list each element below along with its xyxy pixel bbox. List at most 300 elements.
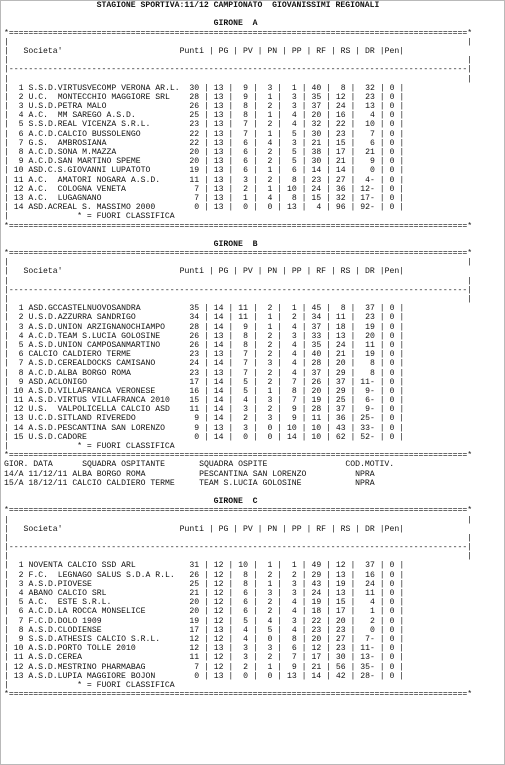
cell-pn: 0 (267, 203, 273, 213)
cell-pn: 1 (267, 129, 273, 139)
cell-dr: 4 (370, 111, 375, 121)
cell-pv: 6 (243, 607, 248, 617)
cell-pp: 13 (287, 203, 297, 213)
cell-pg: 12 (213, 634, 224, 644)
col-header-pn: PN (267, 267, 278, 277)
cell-pen: 0 (389, 432, 395, 442)
cell-rf: 20 (311, 634, 322, 644)
cell-club: ASD.ACREAL S. MASSIMO 2000 (28, 203, 156, 213)
cell-pv: 3 (243, 423, 248, 433)
cell-pen: 0 (389, 616, 395, 626)
fuori-classifica-note: * = FUORI CLASSIFICA (77, 680, 175, 690)
cell-pv: 9 (243, 83, 248, 93)
cell-pen: 0 (389, 423, 395, 433)
cell-pos: 2 (18, 570, 24, 580)
table-row: | 5 S.S.D.REAL VICENZA S.R.L. 23 | 13 | 7 | 2 | 4 | 32 | 22 | 10 | 0 | (4, 120, 405, 130)
cell-pn: 3 (267, 83, 273, 93)
cell-pos: 14 (13, 203, 24, 213)
col-header-rs: RS (340, 267, 351, 277)
cell-pg: 12 (213, 570, 224, 580)
cell-pv: 2 (243, 414, 248, 424)
cell-pos: 5 (18, 340, 24, 350)
group-title (4, 240, 501, 249)
col-header-pv: PV (243, 524, 253, 534)
header-rule: |----------------------------------------------------------------------------------------------| (4, 543, 473, 553)
cell-pg: 13 (213, 368, 224, 378)
cell-rf: 17 (311, 653, 322, 663)
cell-rs: 20 (335, 359, 346, 369)
col-header-rf: RF (316, 524, 326, 534)
cell-pn: 1 (267, 184, 273, 194)
cell-rf: 14 (311, 166, 322, 176)
page-title (4, 1, 501, 10)
cell-pv: 6 (243, 138, 248, 148)
cell-rs: 23 (335, 129, 346, 139)
cell-pg: 12 (213, 662, 224, 672)
cell-pen: 0 (389, 644, 395, 654)
cell-rs: 37 (335, 377, 346, 387)
table-row: | 12 A.C. COLOGNA VENETA 7 | 13 | 2 | 1 | 10 | 24 | 36 | 12- | 0 | (4, 184, 405, 194)
cell-pen: 0 (389, 102, 395, 112)
cell-pg: 13 (213, 423, 224, 433)
cell-club: U.S.D.PETRA MALO (28, 102, 107, 112)
header-spacer: | | (4, 276, 473, 286)
cell-club: A.S.D.CEREALDOCKS CAMISANO (28, 359, 156, 369)
col-header-rs: RS (340, 524, 351, 534)
cell-pen: 0 (389, 120, 395, 130)
cell-club: A.S.D.CEREA (28, 653, 83, 663)
cell-club: A.S.D.PESCANTINA SAN LORENZO (28, 423, 165, 433)
cell-dr: 8 (370, 368, 375, 378)
cell-pos: 9 (18, 377, 24, 387)
table-row: | 1 S.S.D.VIRTUSVECOMP VERONA AR.L. 30 | 13 | 9 | 3 | 1 | 40 | 8 | 32 | 0 | (4, 83, 405, 93)
table-row: | 2 U.C. MONTECCHIO MAGGIORE SRL 28 | 13 | 9 | 1 | 3 | 35 | 12 | 23 | 0 | (4, 92, 405, 102)
spacer (4, 699, 501, 708)
cell-dr: 8 (370, 359, 375, 369)
cell-pp: 4 (291, 111, 297, 121)
cell-pv: 8 (243, 102, 248, 112)
cell-pp: 4 (291, 625, 297, 635)
cell-pen: 0 (389, 405, 395, 415)
cell-rs: 20 (335, 616, 346, 626)
table-row: | 1 NOVENTA CALCIO SSD ARL 31 | 12 | 10 | 1 | 1 | 49 | 12 | 37 | 0 | (4, 561, 405, 571)
cell-rs: 13 (335, 331, 346, 341)
postponed-row (4, 470, 501, 479)
cell-rs: 29 (335, 386, 346, 396)
cell-pn: 2 (267, 405, 273, 415)
cell-club: A.S.D.PORTO TOLLE 2010 (28, 644, 136, 654)
cell-dr: 4 (370, 598, 375, 608)
cell-rs: 17 (335, 148, 346, 157)
cell-rf: 11 (311, 414, 322, 424)
cell-pp: 8 (291, 193, 297, 203)
table-row: | 13 A.C. LUGAGNANO 7 | 13 | 1 | 4 | 8 | 15 | 32 | 17- | 0 | (4, 193, 405, 203)
cell-rs: 62 (335, 432, 346, 442)
cell-punti: 15 (189, 396, 200, 406)
table-row: | 9 ASD.ACLONIGO 17 | 14 | 5 | 2 | 7 | 26 | 37 | 11- | 0 | (4, 377, 405, 387)
cell-pg: 12 (213, 589, 224, 598)
cell-pn: 4 (267, 616, 273, 626)
cell-pen: 0 (389, 607, 395, 617)
col-header-pp: PP (291, 267, 302, 277)
cell-pg: 13 (213, 331, 224, 341)
cell-pos: 1 (18, 561, 24, 571)
cell-pp: 1 (291, 561, 297, 571)
cell-rf: 28 (311, 359, 322, 369)
table-row: | 8 A.C.D.SONA M.MAZZA 20 | 13 | 6 | 2 | 5 | 38 | 17 | 21 | 0 | (4, 148, 405, 157)
cell-pv: 7 (243, 350, 248, 360)
cell-pos: 11 (13, 396, 24, 406)
cell-pen: 0 (389, 368, 395, 378)
cell-punti: 28 (189, 322, 200, 332)
cell-pos: 5 (18, 598, 24, 608)
cell-pen: 0 (389, 396, 395, 406)
cell-rf: 32 (311, 120, 322, 130)
cell-rf: 21 (311, 662, 322, 672)
table-top-rule: *==============================================================================================* (4, 506, 473, 516)
cell-pp: 7 (291, 653, 297, 663)
table-row: | 9 S.S.D.ATHESIS CALCIO S.R.L. 12 | 12 | 4 | 0 | 8 | 20 | 27 | 7- | 0 | (4, 634, 405, 644)
table-row: | 5 A.C. ESTE S.R.L. 20 | 12 | 6 | 2 | 4 | 19 | 15 | 4 | 0 | (4, 598, 405, 608)
pp-ospite: TEAM S.LUCIA GOLOSINE (199, 478, 302, 488)
cell-pg: 13 (213, 138, 224, 148)
cell-punti: 26 (189, 331, 200, 341)
cell-pn: 2 (267, 102, 273, 112)
cell-pn: 2 (267, 340, 273, 350)
fuori-classifica-note: * = FUORI CLASSIFICA (77, 442, 175, 451)
cell-pn: 1 (267, 322, 273, 332)
cell-pv: 10 (238, 561, 248, 571)
cell-rf: 12 (311, 644, 322, 654)
cell-club: A.C. MM SAREGO A.S.D. (28, 111, 136, 121)
cell-pg: 12 (213, 616, 224, 626)
cell-pen: 0 (389, 634, 395, 644)
cell-punti: 7 (194, 193, 200, 203)
header-rule: |----------------------------------------------------------------------------------------------| (4, 65, 473, 75)
cell-rf: 22 (311, 616, 322, 626)
cell-pos: 15 (13, 432, 24, 442)
cell-rs: 30 (335, 653, 346, 663)
cell-dr: 11 (365, 340, 375, 350)
col-header-rf: RF (316, 46, 326, 56)
cell-dr: 1 (370, 607, 375, 617)
table-row: | 7 G.S. AMBROSIANA 22 | 13 | 6 | 4 | 3 | 21 | 15 | 6 | 0 | (4, 138, 405, 148)
cell-dr: 11- (360, 377, 375, 387)
cell-pp: 14 (287, 432, 297, 442)
header-spacer: | | (4, 533, 473, 543)
cell-pp: 3 (291, 138, 297, 148)
cell-pp: 10 (287, 184, 297, 194)
col-header-societa: Societa' (23, 267, 63, 277)
cell-rf: 10 (311, 423, 322, 433)
cell-pos: 4 (18, 331, 24, 341)
cell-punti: 28 (189, 92, 200, 102)
cell-pv: 3 (243, 405, 248, 415)
pp-gior: 14/A (4, 469, 24, 479)
cell-rs: 37 (335, 405, 346, 415)
cell-pg: 13 (213, 203, 224, 213)
cell-pos: 7 (18, 616, 24, 626)
cell-pg: 14 (213, 313, 224, 323)
cell-pos: 10 (13, 644, 24, 654)
cell-pg: 13 (213, 148, 224, 157)
row-spacer: | | (4, 295, 473, 304)
cell-pos: 8 (18, 625, 24, 635)
cell-rs: 27 (335, 175, 346, 185)
cell-punti: 7 (194, 662, 200, 672)
cell-pos: 11 (13, 653, 24, 663)
table-top-rule: *==============================================================================================* (4, 28, 473, 38)
table-row: | 1 ASD.GCCASTELNUOVOSANDRA 35 | 14 | 11 | 2 | 1 | 45 | 8 | 37 | 0 | (4, 304, 405, 314)
cell-pg: 14 (213, 359, 224, 369)
cell-rf: 35 (311, 340, 322, 350)
cell-pn: 2 (267, 304, 273, 314)
cell-club: F.C.D.DOLO 1909 (28, 616, 102, 626)
cell-dr: 7 (370, 129, 375, 139)
cell-pos: 4 (18, 111, 24, 121)
cell-pg: 13 (213, 157, 224, 167)
cell-pg: 14 (213, 405, 224, 415)
cell-rf: 40 (311, 83, 322, 93)
cell-pen: 0 (389, 138, 395, 148)
cell-pg: 13 (213, 350, 224, 360)
cell-pos: 5 (18, 120, 24, 130)
footnote-line: | * = FUORI CLASSIFICA (4, 680, 175, 690)
cell-dr: 13 (365, 102, 375, 112)
cell-rf: 37 (311, 102, 322, 112)
cell-punti: 0 (194, 203, 200, 213)
cell-pos: 1 (18, 83, 24, 93)
cell-pn: 3 (267, 414, 273, 424)
cell-pg: 12 (213, 653, 224, 663)
cell-pv: 6 (243, 148, 248, 157)
cell-club: A.S.D.UNION CAMPOSANMARTINO (28, 340, 161, 350)
cell-pos: 11 (13, 175, 24, 185)
row-spacer: | | (4, 74, 473, 84)
cell-pn: 2 (267, 607, 273, 617)
table-row: | 2 F.C. LEGNAGO SALUS S.D.A R.L. 26 | 12 | 8 | 2 | 2 | 29 | 13 | 16 | 0 | (4, 570, 405, 580)
col-header-pv: PV (243, 46, 253, 56)
pp-cod: NPRA (355, 469, 375, 479)
cell-pn: 2 (267, 331, 273, 341)
cell-pp: 4 (291, 350, 297, 360)
header-spacer: | | (4, 258, 473, 268)
cell-pp: 1 (291, 83, 297, 93)
cell-club: U.S.D.AZZURRA SANDRIGO (28, 313, 136, 323)
cell-pv: 7 (243, 120, 248, 130)
col-header-societa: Societa' (23, 46, 63, 56)
cell-pp: 5 (291, 157, 297, 167)
table-row: | 11 A.S.D.VIRTUS VILLAFRANCA 2010 15 | 14 | 4 | 3 | 7 | 19 | 25 | 6- | 0 | (4, 396, 405, 406)
cell-pp: 4 (291, 598, 297, 608)
col-header-pg: PG (218, 46, 229, 56)
cell-pn: 3 (267, 396, 273, 406)
cell-pn: 5 (267, 625, 273, 635)
cell-pos: 9 (18, 634, 24, 644)
cell-rs: 15 (335, 598, 346, 608)
cell-pv: 7 (243, 359, 248, 369)
cell-pos: 3 (18, 102, 24, 112)
cell-dr: 0 (370, 625, 375, 635)
cell-dr: 6 (370, 138, 375, 148)
cell-pen: 0 (389, 92, 395, 102)
cell-pv: 8 (243, 579, 248, 589)
cell-pos: 3 (18, 579, 24, 589)
table-row: | 7 F.C.D.DOLO 1909 19 | 12 | 5 | 4 | 3 | 22 | 20 | 2 | 0 | (4, 616, 405, 626)
cell-dr: 37 (365, 304, 375, 314)
cell-pn: 0 (267, 634, 273, 644)
cell-pn: 2 (267, 368, 273, 378)
cell-pos: 2 (18, 92, 24, 102)
cell-pp: 4 (291, 120, 297, 130)
cell-pv: 8 (243, 570, 248, 580)
cell-club: A.S.D.VIRTUS VILLAFRANCA 2010 (28, 396, 170, 406)
cell-pen: 0 (389, 129, 395, 139)
cell-pg: 13 (213, 166, 224, 176)
cell-pn: 4 (267, 138, 273, 148)
cell-pp: 8 (291, 386, 297, 396)
cell-punti: 17 (189, 377, 200, 387)
cell-club: A.C.D.SONA M.MAZZA (28, 148, 117, 157)
cell-dr: 16 (365, 570, 375, 580)
cell-pen: 0 (389, 386, 395, 396)
cell-dr: 33- (360, 423, 375, 433)
cell-dr: 32 (365, 83, 375, 93)
cell-pg: 12 (213, 561, 224, 571)
table-row: | 13 A.S.D.LUPIA MAGGIORE BOJON 0 | 13 | 0 | 0 | 13 | 14 | 42 | 28- | 0 | (4, 671, 405, 681)
cell-pen: 0 (389, 625, 395, 635)
cell-punti: 12 (189, 644, 200, 654)
cell-pn: 2 (267, 350, 273, 360)
cell-pn: 2 (267, 377, 273, 387)
cell-pen: 0 (389, 359, 395, 369)
cell-pg: 14 (213, 396, 224, 406)
col-header-pen: Pen (384, 524, 400, 534)
cell-rf: 4 (316, 203, 322, 213)
col-header-pg: PG (218, 267, 229, 277)
col-header-rs: RS (340, 46, 351, 56)
table-row: | 12 U.S. VALPOLICELLA CALCIO ASD 11 | 14 | 3 | 2 | 9 | 28 | 37 | 9- | 0 | (4, 405, 405, 415)
cell-rf: 35 (311, 92, 322, 102)
cell-rs: 13 (335, 589, 346, 598)
cell-pen: 0 (389, 193, 395, 203)
cell-rf: 37 (311, 368, 322, 378)
cell-punti: 9 (194, 423, 200, 433)
cell-punti: 26 (189, 340, 200, 350)
cell-punti: 19 (189, 616, 200, 626)
cell-pos: 7 (18, 138, 24, 148)
cell-rf: 10 (311, 432, 322, 442)
cell-pv: 6 (243, 157, 248, 167)
cell-club: A.C. COLOGNA VENETA (28, 184, 126, 194)
col-header-rf: RF (316, 267, 326, 277)
cell-rf: 23 (311, 625, 322, 635)
cell-rf: 21 (311, 138, 322, 148)
cell-rs: 36 (335, 414, 346, 424)
cell-pos: 4 (18, 589, 24, 598)
table-row: | 10 A.S.D.VILLAFRANCA VERONESE 16 | 14 | 5 | 1 | 8 | 20 | 29 | 9- | 0 | (4, 386, 405, 396)
cell-pg: 13 (213, 102, 224, 112)
table-row: | 8 A.S.D.CLODIENSE 17 | 13 | 4 | 5 | 4 | 23 | 23 | 0 | 0 | (4, 625, 405, 635)
cell-pen: 0 (389, 598, 395, 608)
pp-header-cod: COD.MOTIV. (345, 460, 395, 470)
cell-pos: 6 (18, 607, 24, 617)
cell-pv: 5 (243, 386, 248, 396)
cell-pen: 0 (389, 340, 395, 350)
cell-pp: 7 (291, 396, 297, 406)
cell-pn: 1 (267, 386, 273, 396)
cell-club: S.S.D.ATHESIS CALCIO S.R.L. (28, 634, 161, 644)
cell-punti: 30 (189, 83, 200, 93)
cell-punti: 20 (189, 157, 200, 167)
cell-pv: 9 (243, 92, 248, 102)
cell-pn: 1 (267, 561, 273, 571)
row-spacer: | | (4, 552, 473, 562)
cell-punti: 24 (189, 359, 200, 369)
pp-header-ospitante: SQUADRA OSPITANTE (82, 460, 165, 470)
cell-pos: 8 (18, 148, 24, 157)
pp-header-gior: GIOR. (4, 460, 29, 470)
cell-dr: 7- (365, 634, 375, 644)
table-row: | 14 ASD.ACREAL S. MASSIMO 2000 0 | 13 | 0 | 0 | 13 | 4 | 96 | 92- | 0 | (4, 203, 405, 213)
cell-pen: 0 (389, 579, 395, 589)
table-row: | 7 A.S.D.CEREALDOCKS CAMISANO 24 | 14 | 7 | 3 | 4 | 28 | 20 | 8 | 0 | (4, 359, 405, 369)
cell-pg: 14 (213, 322, 224, 332)
cell-pp: 5 (291, 129, 297, 139)
cell-pos: 14 (13, 423, 24, 433)
cell-dr: 11 (365, 589, 375, 598)
cell-club: S.S.D.VIRTUSVECOMP VERONA AR.L. (28, 83, 180, 93)
header-spacer: | | (4, 515, 473, 525)
cell-rs: 24 (335, 102, 346, 112)
cell-pv: 5 (243, 616, 248, 626)
cell-pn: 2 (267, 598, 273, 608)
cell-dr: 10 (365, 120, 375, 130)
cell-pg: 13 (213, 175, 224, 185)
cell-pv: 0 (243, 203, 248, 213)
table-row: | 4 A.C. MM SAREGO A.S.D. 25 | 13 | 8 | 1 | 4 | 20 | 16 | 4 | 0 | (4, 111, 405, 121)
cell-pn: 1 (267, 92, 273, 102)
cell-pos: 8 (18, 368, 24, 378)
cell-pp: 13 (287, 671, 297, 681)
table-row: | 3 A.S.D.PIOVESE 25 | 12 | 8 | 1 | 3 | 43 | 19 | 24 | 0 | (4, 579, 405, 589)
cell-club: G.S. AMBROSIANA (28, 138, 107, 148)
cell-dr: 23 (365, 313, 375, 323)
cell-pv: 6 (243, 166, 248, 176)
cell-pen: 0 (389, 157, 395, 167)
cell-club: NOVENTA CALCIO SSD ARL (28, 561, 136, 571)
cell-rf: 23 (311, 175, 322, 185)
cell-dr: 9- (365, 386, 375, 396)
cell-rs: 25 (335, 396, 346, 406)
cell-pv: 7 (243, 368, 248, 378)
cell-pg: 12 (213, 579, 224, 589)
cell-rs: 27 (335, 634, 346, 644)
col-header-punti: Punti (179, 46, 204, 56)
cell-punti: 22 (189, 138, 200, 148)
cell-rf: 15 (311, 193, 322, 203)
pp-data: 18/12/11 (28, 478, 68, 488)
col-header-punti: Punti (179, 267, 204, 277)
cell-rs: 12 (335, 561, 346, 571)
header-spacer: | | (4, 56, 473, 66)
cell-club: CALCIO CALDIERO TERME (28, 350, 131, 360)
cell-rf: 24 (311, 184, 322, 194)
cell-pen: 0 (389, 570, 395, 580)
cell-pg: 14 (213, 432, 224, 442)
cell-pp: 4 (291, 359, 297, 369)
cell-pen: 0 (389, 322, 395, 332)
